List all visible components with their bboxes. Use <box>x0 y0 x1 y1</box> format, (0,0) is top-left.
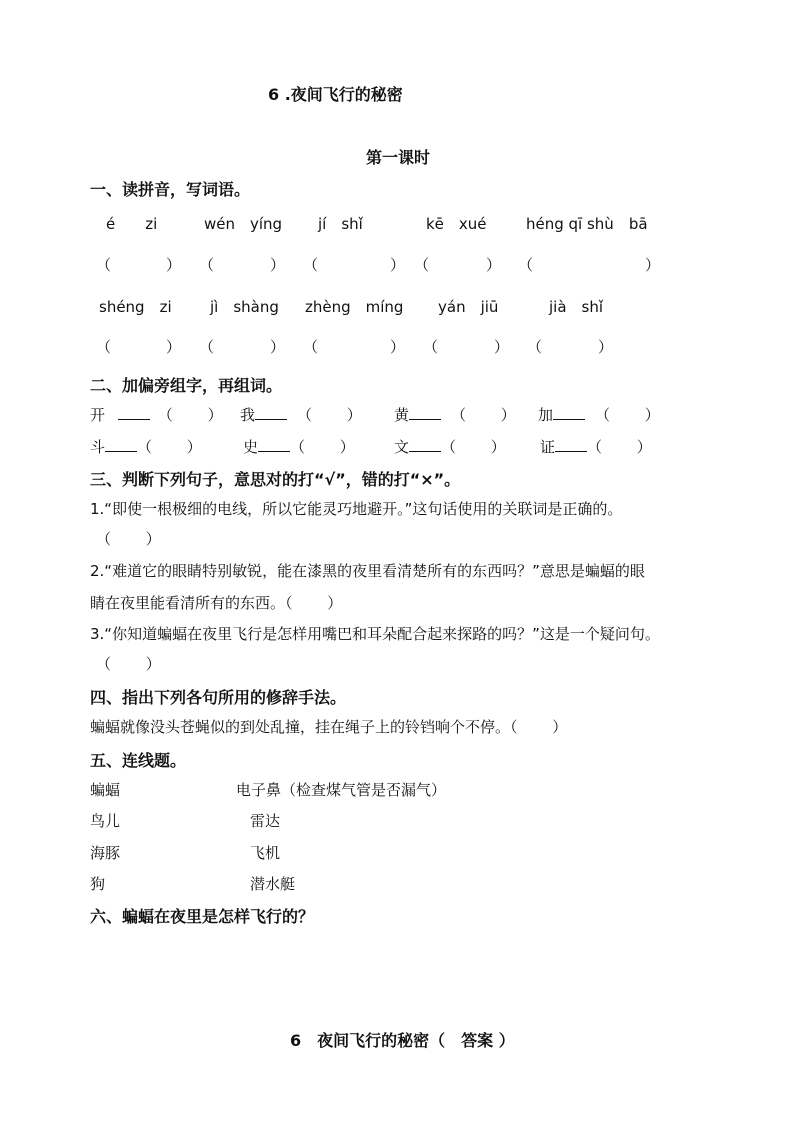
match-right-item[interactable]: 雷达 <box>250 812 281 830</box>
match-right-item[interactable]: 电子鼻（检查煤气管是否漏气） <box>236 781 447 799</box>
match-left-item[interactable]: 鸟儿 <box>90 812 121 830</box>
pinyin-4: kē xué <box>426 215 487 233</box>
radical-item[interactable]: 斗 （ ） <box>90 438 202 456</box>
section3-heading: 三、判断下列句子，意思对的打“√”，错的打“×”。 <box>90 470 461 489</box>
answer-paren[interactable]: （ <box>199 338 215 356</box>
pinyin-1: é zi <box>106 215 158 233</box>
question-2-line2: 睛在夜里能看清所有的东西。（ ） <box>90 594 343 612</box>
worksheet-page: 6 .夜间飞行的秘密 第一课时 一、读拼音，写词语。 é zi wén yíng jí shǐ kē xué héng qī shù bā （ ） （ ） （ ） （ ） （ ） shéng zi jì shàng zhèng míng yán jiū jià shǐ （ ） （ ） （ ） （ ） （ ） 二、加偏旁组字，再组词。 开 （ ） 我 （ ） 黄 （ ） 加 （ ） 斗 （ ） 史 （ ） 文 （ ） 证 （ ） 三、判断下列句子，意思对的打“√”，错的打“×”。 1.“即使一根极细的电线，所以它能灵巧地避开。”这句话使用的关联词是正确的。 （ ） 2.“难道它的眼睛特别敏锐，能在漆黑的夜里看清楚所有的东西吗？”意思是蝙蝠的眼 睛在夜里能看清所有的东西。（ ） 3.“你知道蝙蝠在夜里飞行是怎样用嘴巴和耳朵配合起来探路的吗？”这是一个疑问句。 （ ） 四、指出下列各句所用的修辞手法。 蝙蝠就像没头苍蝇似的到处乱撞，挂在绳子上的铃铛响个不停。（ ） 五、连线题。 蝙蝠 电子鼻（检查煤气管是否漏气） 鸟儿 雷达 海豚 飞机 狗 潜水艇 六、蝙蝠在夜里是怎样飞行的？ 6 夜间飞行的秘密（ 答案 ） <box>0 0 794 1123</box>
match-left-item[interactable]: 海豚 <box>90 844 121 862</box>
pinyin-5: héng qī shù bā <box>526 215 648 233</box>
pinyin-2: wén yíng <box>204 215 283 233</box>
match-right-item[interactable]: 潜水艇 <box>250 875 296 893</box>
answer-title: 6 夜间飞行的秘密（ 答案 ） <box>290 1031 515 1050</box>
match-right-item[interactable]: 飞机 <box>250 844 281 862</box>
section5-heading: 五、连线题。 <box>90 751 187 770</box>
radical-item[interactable]: 我 （ ） <box>240 406 362 424</box>
question-1: 1.“即使一根极细的电线，所以它能灵巧地避开。”这句话使用的关联词是正确的。 <box>90 500 623 518</box>
answer-paren[interactable]: （ <box>423 338 439 356</box>
section1-heading: 一、读拼音，写词语。 <box>90 180 251 199</box>
pinyin-10: jià shǐ <box>549 298 604 316</box>
answer-paren[interactable]: （ <box>527 338 543 356</box>
section4-heading: 四、指出下列各句所用的修辞手法。 <box>90 688 347 707</box>
radical-item[interactable]: 加 （ ） <box>538 406 660 424</box>
match-left-item[interactable]: 蝙蝠 <box>90 781 121 799</box>
radical-item[interactable]: 黄 （ ） <box>394 406 516 424</box>
pinyin-3: jí shǐ <box>318 215 363 233</box>
question-2-line1: 2.“难道它的眼睛特别敏锐，能在漆黑的夜里看清楚所有的东西吗？”意思是蝙蝠的眼 <box>90 562 645 580</box>
question-3: 3.“你知道蝙蝠在夜里飞行是怎样用嘴巴和耳朵配合起来探路的吗？”这是一个疑问句。 <box>90 625 660 643</box>
question-3-answer[interactable]: （ ） <box>96 655 161 673</box>
answer-paren[interactable]: （ <box>303 256 319 274</box>
rhetoric-sentence: 蝙蝠就像没头苍蝇似的到处乱撞，挂在绳子上的铃铛响个不停。（ ） <box>90 718 568 736</box>
answer-paren[interactable]: （ <box>303 338 319 356</box>
radical-item[interactable]: 史 （ ） <box>243 438 355 456</box>
question-1-answer[interactable]: （ ） <box>96 530 161 548</box>
answer-paren[interactable]: （ <box>414 256 430 274</box>
answer-paren[interactable]: （ <box>96 338 112 356</box>
pinyin-8: zhèng míng <box>305 298 404 316</box>
radical-item[interactable]: 文 （ ） <box>394 438 506 456</box>
pinyin-7: jì shàng <box>210 298 279 316</box>
lesson-subtitle: 第一课时 <box>366 148 431 167</box>
pinyin-9: yán jiū <box>438 298 499 316</box>
section6-heading: 六、蝙蝠在夜里是怎样飞行的？ <box>90 907 315 926</box>
answer-paren[interactable]: （ <box>96 256 112 274</box>
answer-paren[interactable]: （ <box>518 256 534 274</box>
answer-paren[interactable]: （ <box>199 256 215 274</box>
section2-heading: 二、加偏旁组字，再组词。 <box>90 376 283 395</box>
radical-item[interactable]: 开 （ ） <box>90 406 223 424</box>
radical-item[interactable]: 证 （ ） <box>540 438 652 456</box>
page-title: 6 .夜间飞行的秘密 <box>268 85 403 104</box>
match-left-item[interactable]: 狗 <box>90 875 106 893</box>
pinyin-6: shéng zi <box>99 298 172 316</box>
